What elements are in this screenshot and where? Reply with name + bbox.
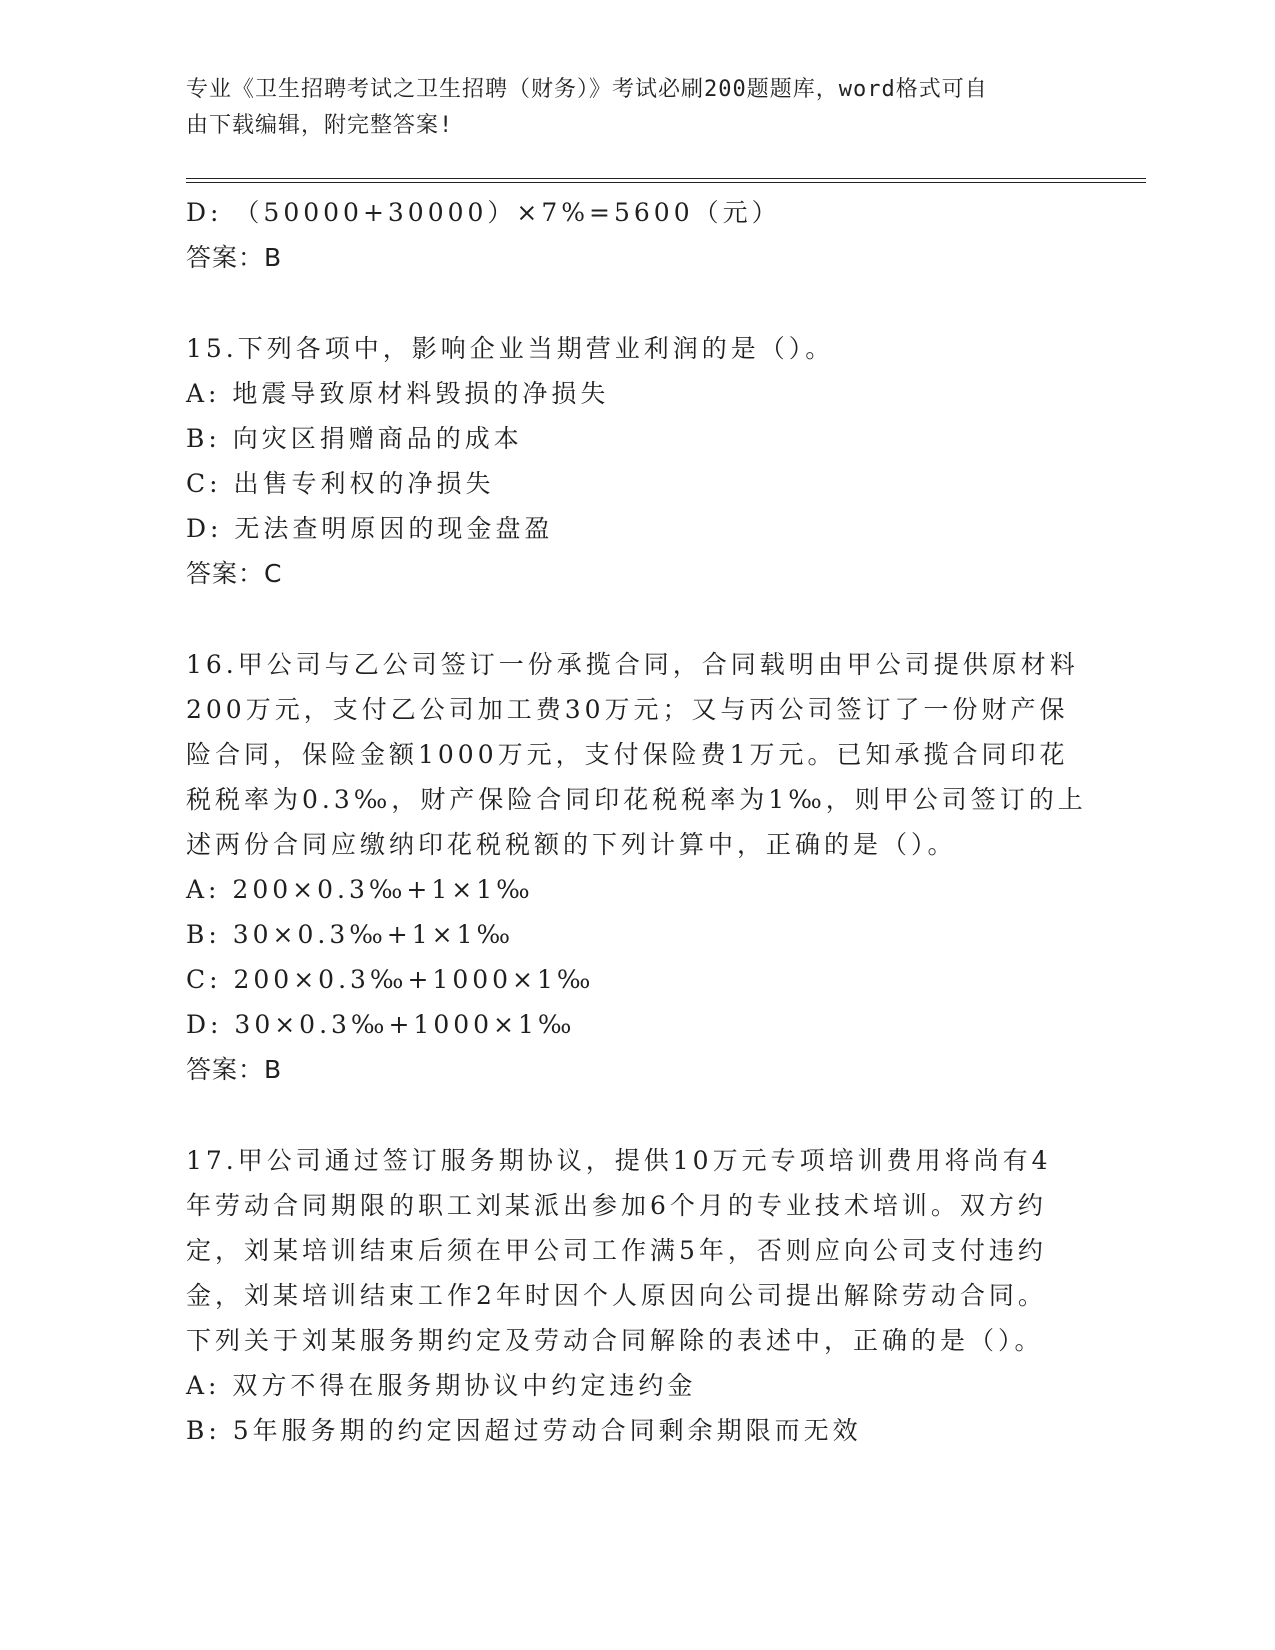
option-d: D: 30×0.3‰+1000×1‰ [186,1010,576,1039]
question-stem-line: 述两份合同应缴纳印花税税额的下列计算中，正确的是（）。 [186,830,957,859]
option-b: B: 5年服务期的约定因超过劳动合同剩余期限而无效 [186,1416,862,1445]
option-a: A: 双方不得在服务期协议中约定违约金 [186,1371,697,1400]
option-d: D: 无法查明原因的现金盘盈 [186,514,554,543]
option-b: B: 30×0.3‰+1×1‰ [186,920,515,949]
question-17 [186,1138,1086,1453]
spacer [186,596,1086,642]
question-stem-line: 16.甲公司与乙公司签订一份承揽合同，合同载明由甲公司提供原材料 [186,650,1079,679]
option-c: C: 出售专利权的净损失 [186,469,495,498]
option-a: A: 地震导致原材料毁损的净损失 [186,379,610,408]
question-stem-line: 金，刘某培训结束工作2年时因个人原因向公司提出解除劳动合同。 [186,1281,1047,1310]
question-stem-line: 下列关于刘某服务期约定及劳动合同解除的表述中，正确的是（）。 [186,1326,1044,1355]
answer-15: 答案：C [186,559,283,588]
question-stem-line: 15.下列各项中，影响企业当期营业利润的是（）。 [186,334,835,363]
option-d-continued: D: （50000+30000）×7%=5600（元） [186,198,781,227]
question-stem-line: 17.甲公司通过签订服务期协议，提供10万元专项培训费用将尚有4 [186,1146,1052,1175]
question-stem-line: 定，刘某培训结束后须在甲公司工作满5年，否则应向公司支付违约 [186,1236,1047,1265]
option-b: B: 向灾区捐赠商品的成本 [186,424,523,453]
question-stem-line: 险合同，保险金额1000万元，支付保险费1万元。已知承揽合同印花 [186,740,1069,769]
spacer [186,280,1086,326]
header-line-2: 由下载编辑，附完整答案! [186,113,454,138]
header-line-1: 专业《卫生招聘考试之卫生招聘（财务）》考试必刷200题题库，word格式可自 [186,77,988,102]
option-a: A: 200×0.3‰+1×1‰ [186,875,534,904]
question-stem-line: 200万元，支付乙公司加工费30万元；又与丙公司签订了一份财产保 [186,695,1069,724]
question-16 [186,642,1086,1092]
page-header [186,72,1086,144]
answer-16: 答案：B [186,1055,283,1084]
header-divider [186,178,1146,183]
question-15 [186,326,1086,596]
document-body [186,190,1086,1453]
question-stem-line: 年劳动合同期限的职工刘某派出参加6个月的专业技术培训。双方约 [186,1191,1047,1220]
answer-14: 答案：B [186,243,283,272]
question-stem-line: 税税率为0.3‰，财产保险合同印花税税率为1‰，则甲公司签订的上 [186,785,1087,814]
spacer [186,1092,1086,1138]
option-c: C: 200×0.3‰+1000×1‰ [186,965,595,994]
